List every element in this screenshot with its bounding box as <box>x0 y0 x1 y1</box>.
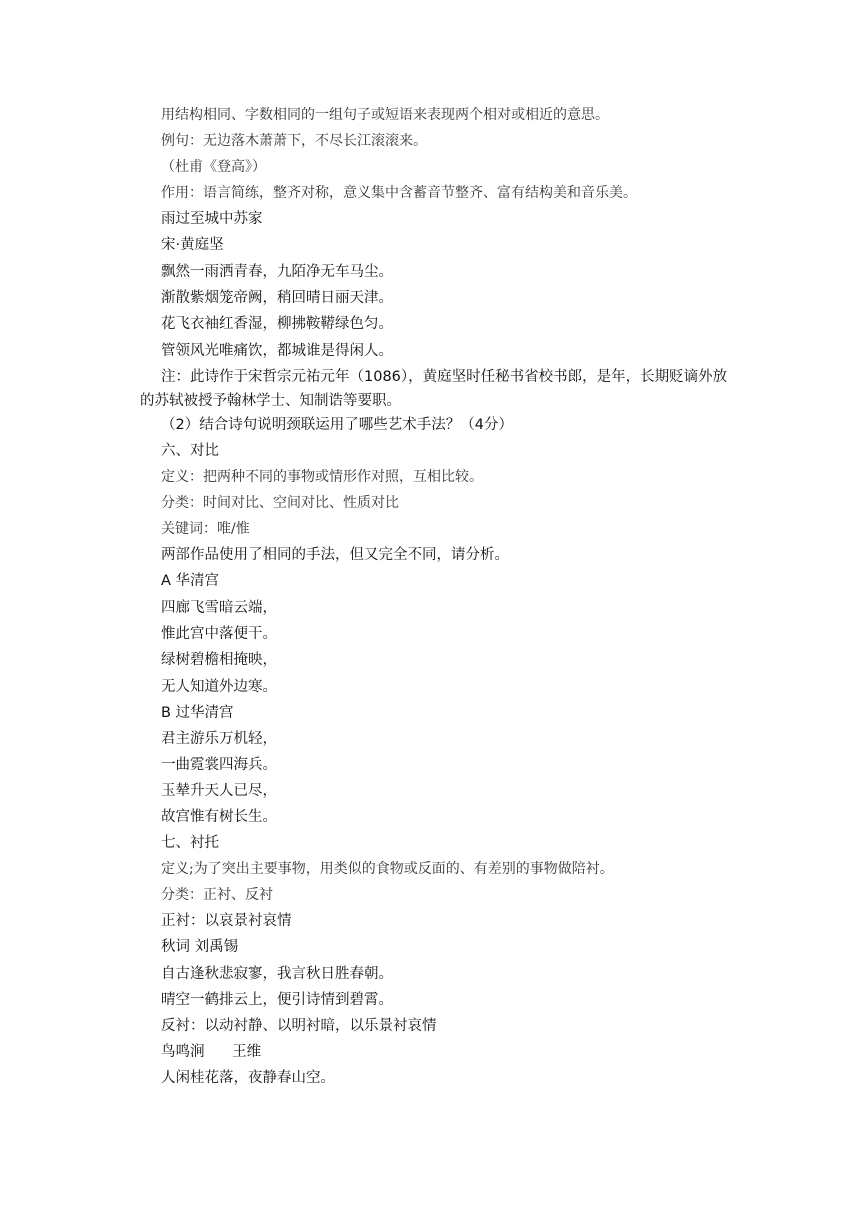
contrast-definition: 定义：把两种不同的事物或情形作对照，互相比较。 <box>161 469 483 485</box>
positive-foil: 正衬：以哀景衬哀情 <box>161 913 292 929</box>
poem-d-title: 鸟鸣涧 王维 <box>161 1044 262 1060</box>
analysis-prompt: 两部作品使用了相同的手法，但又完全不同，请分析。 <box>161 547 509 563</box>
poem-line: 管领风光唯痛饮，都城谁是得闲人。 <box>161 343 393 359</box>
parallelism-definition: 用结构相同、字数相同的一组句子或短语来表现两个相对或相近的意思。 <box>161 107 609 123</box>
poem-line: 花飞衣袖红香湿，柳拂鞍鞯绿色匀。 <box>161 316 393 332</box>
parallelism-example: 例句：无边落木萧萧下，不尽长江滚滚来。 <box>161 133 427 149</box>
poem-note: 注：此诗作于宋哲宗元祐元年（1086），黄庭坚时任秘书省校书郎，是年，长期贬谪外放的苏轼被授予翰林学士、知制诰等要职。 <box>140 369 728 409</box>
question: （2）结合诗句说明颈联运用了哪些艺术手法？（4分） <box>161 417 513 433</box>
parallelism-effect: 作用：语言简练，整齐对称，意义集中含蓄音节整齐、富有结构美和音乐美。 <box>161 185 637 201</box>
section-heading-contrast: 六、对比 <box>161 443 219 459</box>
foil-definition: 定义;为了突出主要事物，用类似的食物或反面的、有差别的事物做陪衬。 <box>161 861 614 877</box>
foil-categories: 分类：正衬、反衬 <box>161 887 273 903</box>
negative-foil: 反衬：以动衬静、以明衬暗，以乐景衬哀情 <box>161 1018 437 1034</box>
poem-line: 晴空一鹤排云上，便引诗情到碧霄。 <box>161 992 393 1008</box>
poem-line: 人闲桂花落，夜静春山空。 <box>161 1070 335 1086</box>
poem-line: 君主游乐万机轻， <box>161 731 277 747</box>
poem-a-title: A 华清宫 <box>161 573 220 589</box>
poem-b-title: B 过华清宫 <box>161 705 234 721</box>
contrast-keywords: 关键词：唯/惟 <box>161 521 250 537</box>
poem-line: 无人知道外边寒。 <box>161 679 277 695</box>
poem-line: 故宫惟有树长生。 <box>161 809 277 825</box>
poem-line: 渐散紫烟笼帝阙，稍回晴日丽天津。 <box>161 290 393 306</box>
contrast-categories: 分类：时间对比、空间对比、性质对比 <box>161 495 399 511</box>
poem-c-title: 秋词 刘禹锡 <box>161 939 239 955</box>
poem-line: 飘然一雨洒青春，九陌净无车马尘。 <box>161 264 393 280</box>
poem-line: 玉辇升天人已尽， <box>161 783 277 799</box>
poem-line: 四廊飞雪暗云端， <box>161 600 277 616</box>
poem-author: 宋·黄庭坚 <box>161 237 224 253</box>
poem-title: 雨过至城中苏家 <box>161 211 263 227</box>
poem-line: 绿树碧檐相掩映， <box>161 652 277 668</box>
poem-line: 自古逢秋悲寂寥，我言秋日胜春朝。 <box>161 966 393 982</box>
poem-line: 一曲霓裳四海兵。 <box>161 757 277 773</box>
example-source: （杜甫《登高》） <box>161 159 266 175</box>
section-heading-foil: 七、衬托 <box>161 835 219 851</box>
poem-line: 惟此宫中落便干。 <box>161 626 277 642</box>
